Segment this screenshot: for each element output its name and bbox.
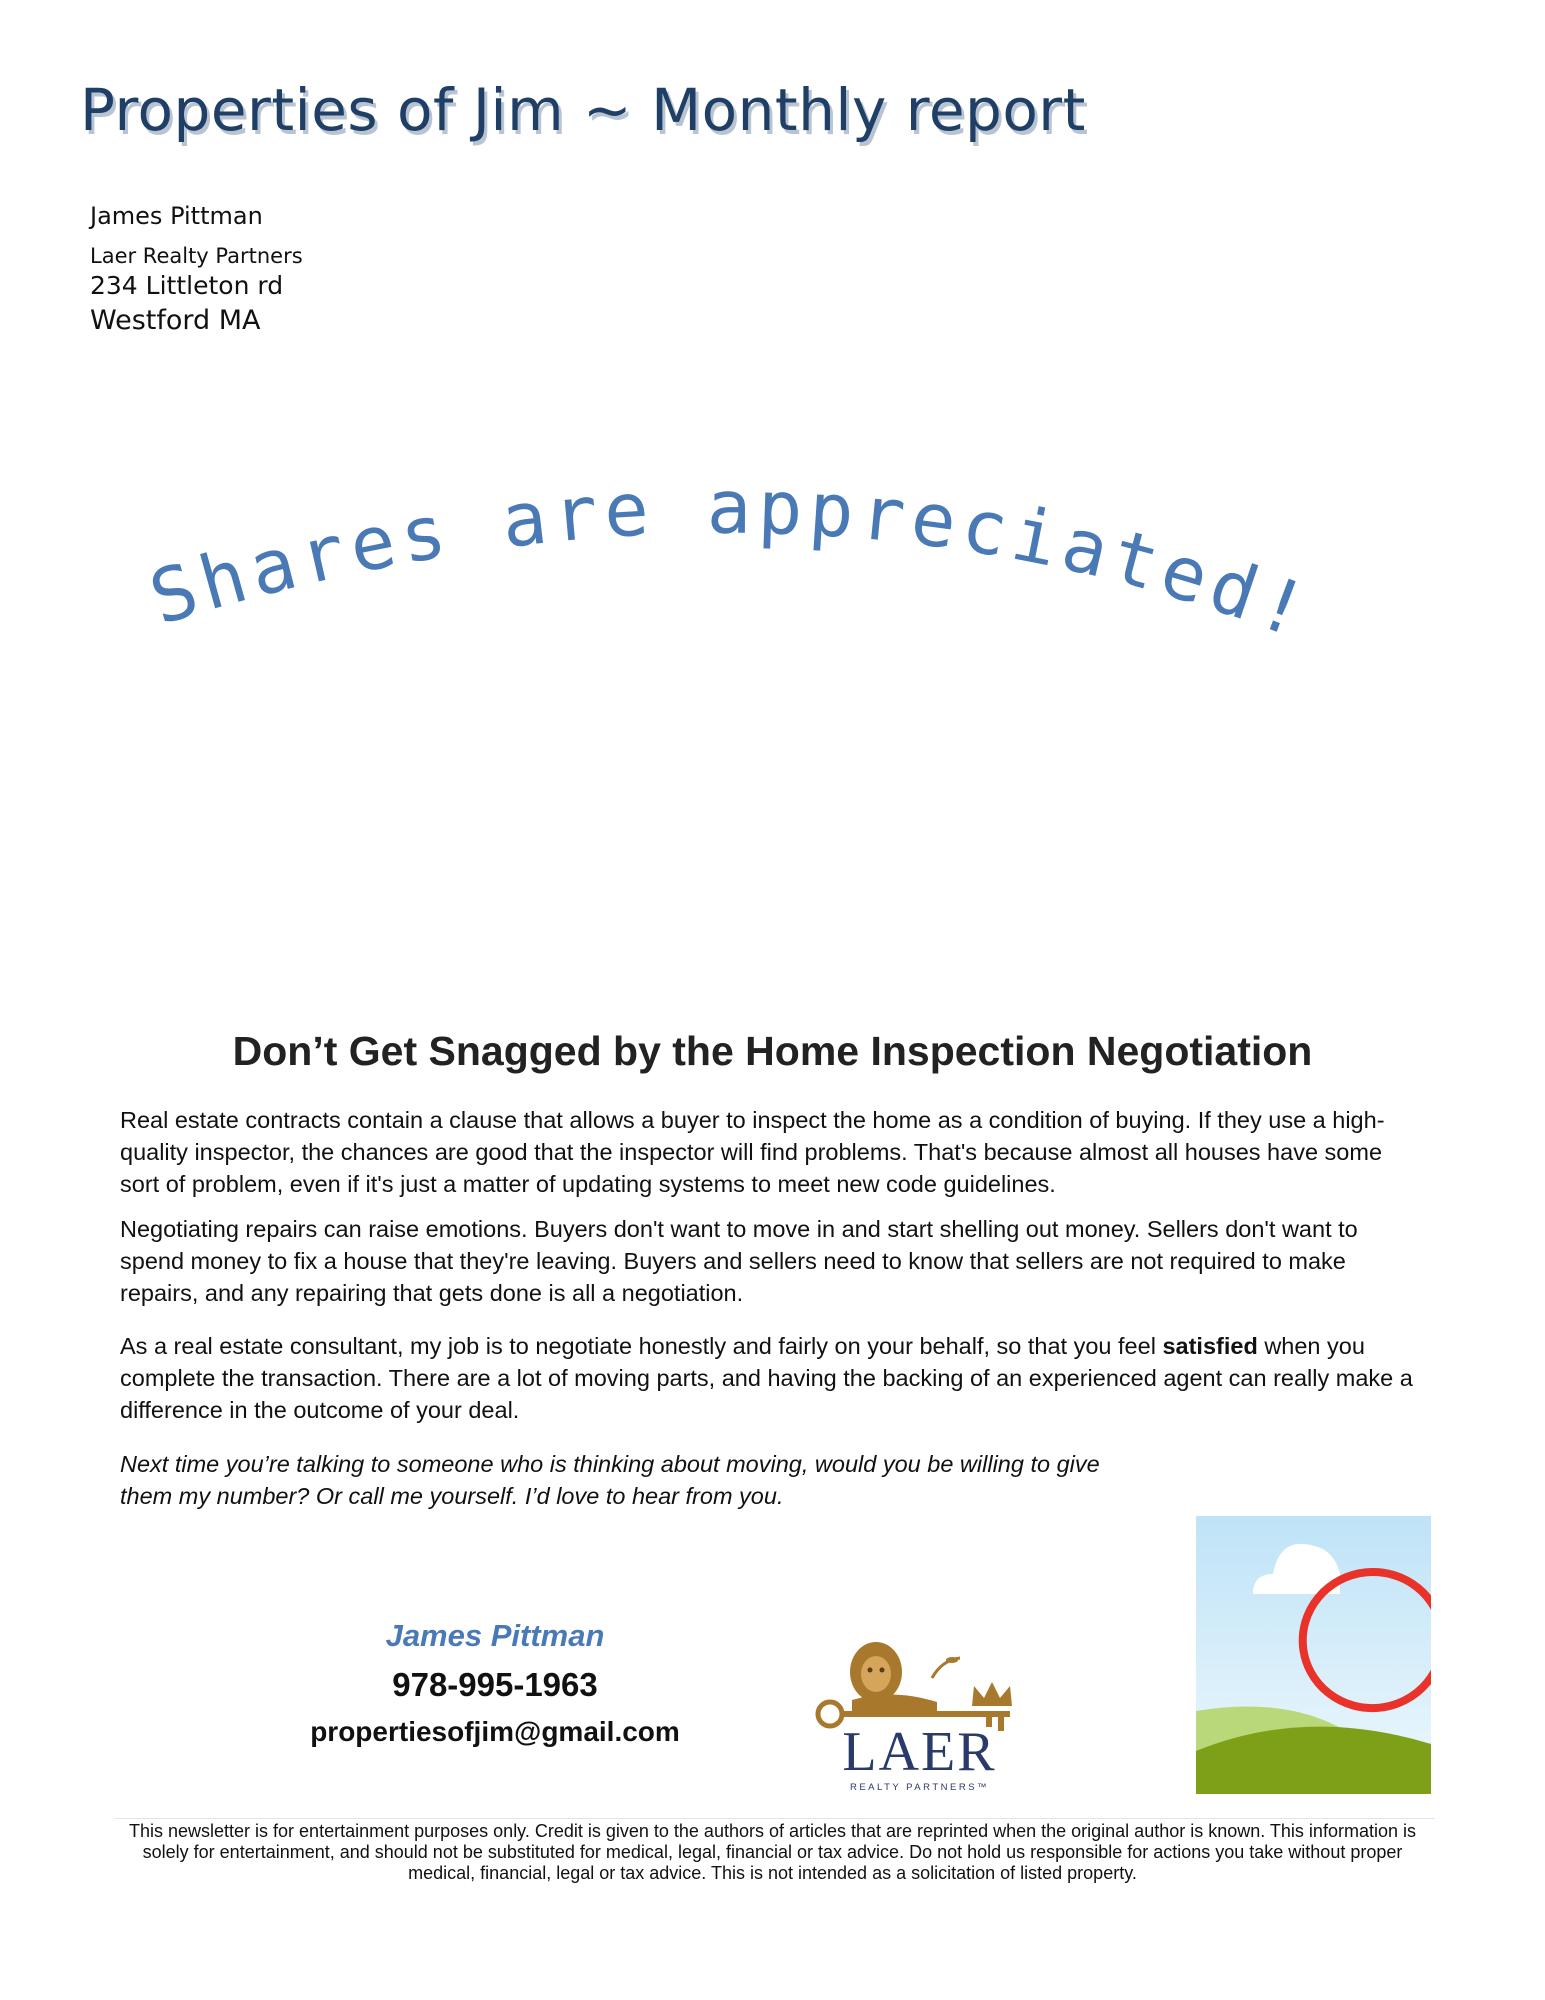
newsletter-title: Properties of Jim ~ Monthly report bbox=[80, 76, 1086, 144]
sender-name: James Pittman bbox=[90, 202, 263, 230]
paragraph-3-text-start: As a real estate consultant, my job is to negotiate honestly and fairly on your behalf, so that you feel bbox=[120, 1333, 1163, 1359]
article-paragraph-2: Negotiating repairs can raise emotions. Buyers don't want to move in and start shelling out money. Sellers don't want to spend money to fix a house that they're leaving. Buyers and sellers need to know that sellers are not required to make repairs, and any repairing that gets done is all a negotiation. bbox=[120, 1216, 1358, 1306]
signature-email: propertiesofjim@gmail.com bbox=[310, 1716, 680, 1747]
paragraph-3-text-end: when you complete the transaction. There are a lot of moving parts, and having the backing of an experienced agent can really make a difference in the outcome of your deal. bbox=[120, 1333, 1413, 1423]
sender-street: 234 Littleton rd bbox=[90, 271, 284, 300]
footer-divider bbox=[115, 1818, 1435, 1819]
signature-name: James Pittman bbox=[385, 1618, 605, 1653]
shares-banner-textpath: Shares are appreciated! bbox=[140, 464, 1324, 658]
paragraph-3-bold-word: satisfied bbox=[1162, 1333, 1258, 1359]
landscape-placeholder-icon bbox=[1196, 1516, 1431, 1794]
article-paragraph-1: Real estate contracts contain a clause that allows a buyer to inspect the home as a condition of buying. If they use a high-quality inspector, the chances are good that the inspector will find problems. That's because almost all houses have some sort of problem, even if it's just a matter of updating systems to meet new code guidelines. bbox=[120, 1107, 1385, 1197]
sender-city: Westford MA bbox=[90, 305, 261, 336]
shares-banner-text bbox=[140, 465, 1323, 658]
article-closing-request: Next time you’re talking to someone who is thinking about moving, would you be willing to give them my number? Or call me yourself. I’d love to hear from you. bbox=[120, 1451, 1100, 1509]
sender-company: Laer Realty Partners bbox=[90, 244, 303, 268]
article-paragraph-3 bbox=[120, 1330, 1420, 1426]
shares-banner bbox=[0, 0, 1545, 780]
footer-disclaimer: This newsletter is for entertainment purposes only. Credit is given to the authors of articles that are reprinted when the original author is known. This information is solely for entertainment, and should not be substituted for medical, legal, financial or tax advice. Do not hold us responsible for actions you take without proper medical, financial, legal or tax advice. This is not intended as a solicitation of listed property. bbox=[129, 1821, 1416, 1883]
logo-subtext: REALTY PARTNERS™ bbox=[849, 1782, 990, 1793]
signature-phone: 978-995-1963 bbox=[392, 1666, 598, 1703]
logo-wordmark: LAER bbox=[842, 1721, 997, 1783]
article-title: Don’t Get Snagged by the Home Inspection Negotiation bbox=[232, 1028, 1313, 1074]
